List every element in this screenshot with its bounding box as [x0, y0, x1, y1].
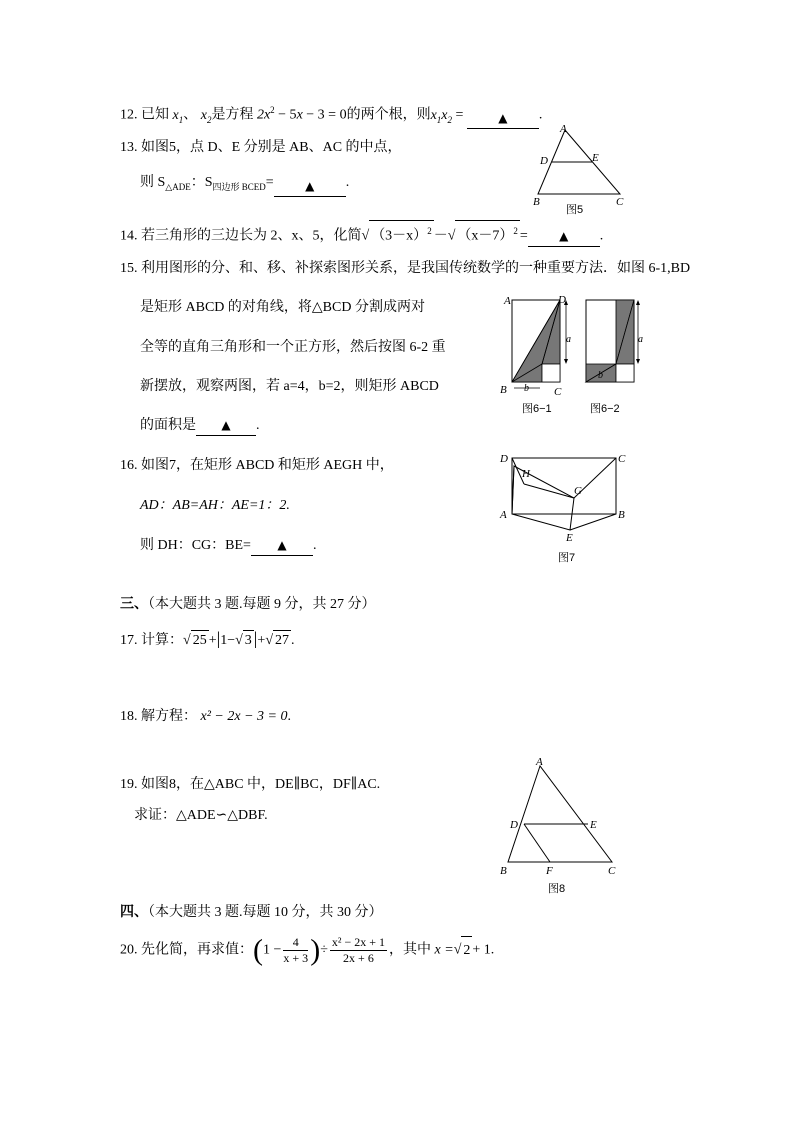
- label-A: A: [500, 509, 507, 521]
- label-B: B: [618, 509, 625, 521]
- label-F: F: [546, 865, 553, 877]
- question-17: 17. 计算：√ 25 +|1−√ 3 |+√ 27 .: [120, 628, 295, 651]
- answer-blank[interactable]: ▲: [467, 110, 539, 129]
- label-B: B: [500, 384, 507, 396]
- question-16-line3: 则 DH：CG：BE= ▲ .: [140, 536, 316, 556]
- label-A: A: [504, 295, 511, 307]
- label-E: E: [592, 152, 599, 164]
- question-20: 20. 先化简，再求值：(1 − $\frac{4}{x + 3}$ )÷ $\frac{\text{x² − 2x + 1}}{2x + 6}$ ，其中 x =√ 2 + 1.: [120, 933, 495, 967]
- label-D: D: [510, 819, 518, 831]
- label-a: a: [638, 334, 643, 345]
- label-a: a: [566, 334, 571, 345]
- label-D: D: [558, 294, 566, 306]
- figure-7: [494, 446, 634, 568]
- label-A: A: [560, 123, 567, 135]
- figure-8-caption: 图8: [548, 883, 566, 895]
- figure-6-1: [498, 292, 578, 416]
- question-15-line3: 全等的直角三角形和一个正方形，然后按图 6-2 重: [140, 340, 446, 355]
- figure-6-2: [580, 292, 650, 416]
- label-H: H: [522, 468, 530, 480]
- question-13-line2: 则 $S_{\triangle ADE}$：$S_{四边形 BCED}=$ ▲ .: [140, 173, 349, 197]
- figure-6-1-caption: 图6−1: [522, 403, 552, 415]
- question-16-line1: 16. 如图7，在矩形 ABCD 和矩形 AEGH 中，: [120, 458, 394, 473]
- question-14: 14. 若三角形的三边长为 2、x、5，化简√ $(3-x)^2$ －√ $(x-7)^2$ = ▲ .: [120, 220, 603, 247]
- figure-6-2-caption: 图6−2: [590, 403, 620, 415]
- question-15-line5: 的面积是 ▲ .: [140, 416, 260, 436]
- figure-5: [528, 122, 628, 216]
- figure-5-caption: 图5: [566, 204, 584, 216]
- label-B: B: [533, 196, 540, 208]
- label-B: B: [500, 865, 507, 877]
- question-13-line1: 13. 如图5，点 D、E 分别是 AB、AC 的中点，: [120, 140, 402, 155]
- question-15-line2: 是矩形 ABCD 的对角线，将△BCD 分割成两对: [140, 300, 425, 315]
- label-A: A: [536, 756, 543, 768]
- question-18: 18. 解方程： x² − 2x − 3 = 0.: [120, 709, 291, 724]
- question-15-line4: 新摆放，观察两图，若 a=4，b=2，则矩形 ABCD: [140, 379, 439, 394]
- label-D: D: [540, 155, 548, 167]
- label-C: C: [554, 386, 562, 398]
- label-C: C: [616, 196, 624, 208]
- answer-blank[interactable]: ▲: [196, 417, 256, 436]
- answer-blank[interactable]: ▲: [528, 228, 600, 247]
- label-E: E: [590, 819, 597, 831]
- label-C: C: [608, 865, 616, 877]
- label-b: b: [524, 383, 529, 394]
- question-19-line1: 19. 如图8，在△ABC 中，DE∥BC，DF∥AC.: [120, 777, 381, 792]
- figure-8: [494, 756, 624, 896]
- label-D: D: [500, 453, 508, 465]
- answer-blank[interactable]: ▲: [251, 537, 313, 556]
- section-4-heading: 四、（本大题共 3 题.每题 10 分，共 30 分）: [120, 903, 383, 920]
- question-16-line2: AD：AB=AH：AE=1：2.: [140, 498, 290, 513]
- answer-blank[interactable]: ▲: [274, 178, 346, 197]
- question-19-line2: 求证：△ADE∽△DBF.: [134, 808, 268, 823]
- question-15-line1: 15. 利用图形的分、和、移、补探索图形关系，是我国传统数学的一种重要方法．如图 6-1,BD: [120, 261, 691, 276]
- section-3-heading: 三、（本大题共 3 题.每题 9 分，共 27 分）: [120, 595, 376, 612]
- question-12: 12. 已知 $x_1$、 $x_2$是方程 $2x^2 - 5x - 3 = 0$的两个根，则$x_1x_2$ = ▲ .: [120, 100, 542, 129]
- label-E: E: [566, 532, 573, 544]
- label-G: G: [574, 485, 582, 497]
- label-b: b: [598, 370, 603, 381]
- figure-7-caption: 图7: [558, 552, 576, 564]
- label-C: C: [618, 453, 626, 465]
